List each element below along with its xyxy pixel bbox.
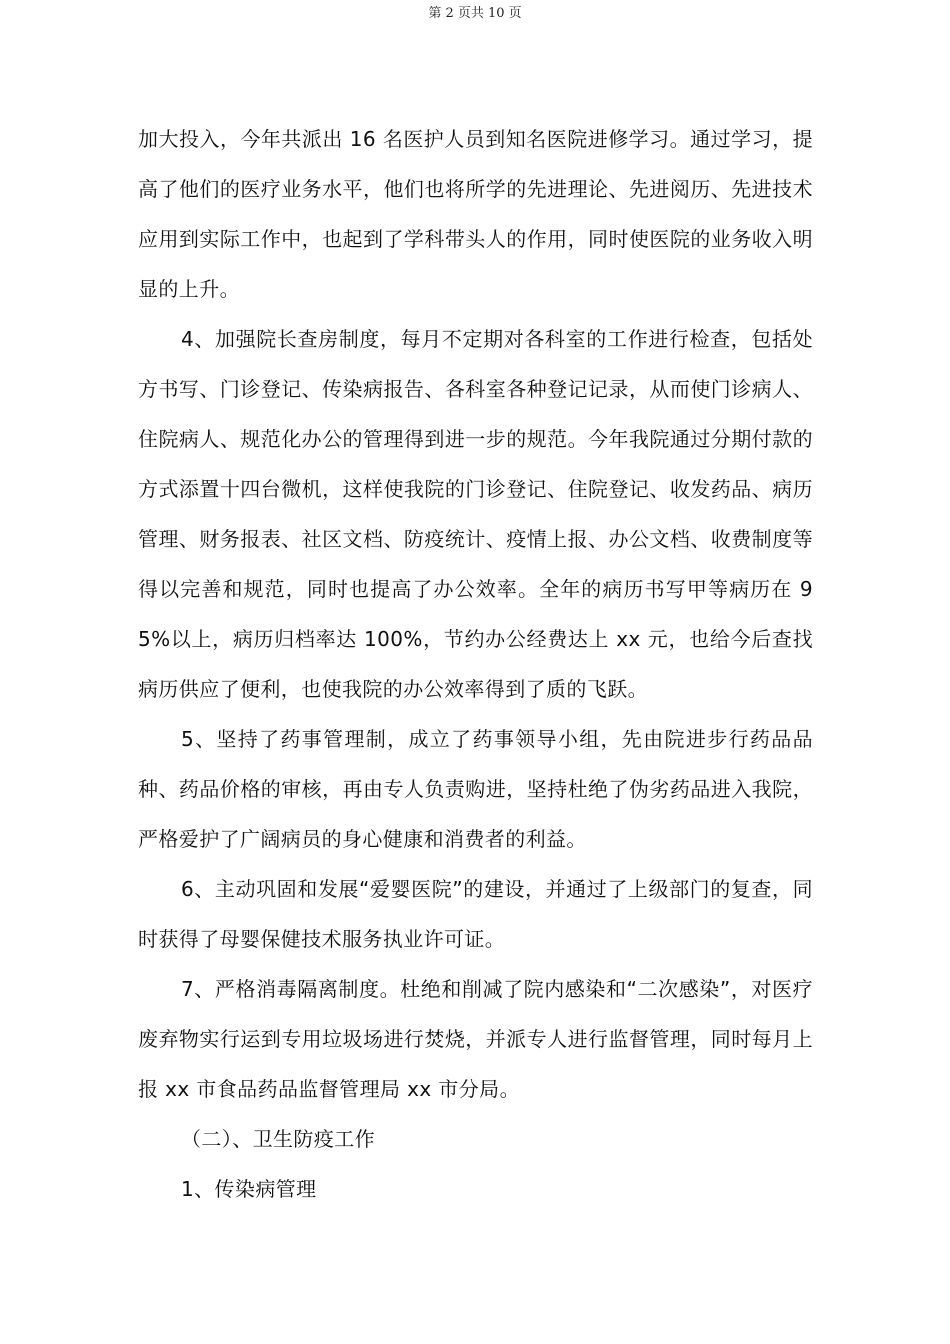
paragraph-item-4: 4、加强院长查房制度，每月不定期对各科室的工作进行检查，包括处方书写、门诊登记、传染病报告、各科室各种登记记录，从而使门诊病人、住院病人、规范化办公的管理得到进一步的规范。今年我院通过分期付款的方式添置十四台微机，这样使我院的门诊登记、住院登记、收发药品、病历管理、财务报表、社区文档、防疫统计、疫情上报、办公文档、收费制度等得以完善和规范，同时也提高了办公效率。全年的病历书写甲等病历在 95%以上，病历归档率达 100%，节约办公经费达上 xx 元，也给今后查找病历供应了便利，也使我院的办公效率得到了质的飞跃。 (138, 327, 813, 701)
paragraph-item-6: 6、主动巩固和发展“爱婴医院”的建设，并通过了上级部门的复查，同时获得了母婴保健技术服务执业许可证。 (138, 877, 813, 951)
page-header (0, 5, 950, 23)
document-body (138, 114, 813, 1214)
paragraph-item-7: 7、严格消毒隔离制度。杜绝和削减了院内感染和“二次感染”，对医疗废弃物实行运到专用垃圾场进行焚烧，并派专人进行监督管理，同时每月上报 xx 市食品药品监督管理局 xx 市分局。 (138, 977, 813, 1101)
section-heading: （二）、卫生防疫工作 (181, 1127, 375, 1151)
page-indicator: 第 2 页共 10 页 (428, 6, 522, 21)
subsection-heading: 1、传染病管理 (181, 1177, 317, 1201)
paragraph-continuation: 加大投入，今年共派出 16 名医护人员到知名医院进修学习。通过学习，提高了他们的医疗业务水平，他们也将所学的先进理论、先进阅历、先进技术应用到实际工作中，也起到了学科带头人的作用，同时使医院的业务收入明显的上升。 (138, 127, 813, 301)
paragraph-item-5: 5、坚持了药事管理制，成立了药事领导小组，先由院进步行药品品种、药品价格的审核，再由专人负责购进，坚持杜绝了伪劣药品进入我院，严格爱护了广阔病员的身心健康和消费者的利益。 (138, 727, 813, 851)
